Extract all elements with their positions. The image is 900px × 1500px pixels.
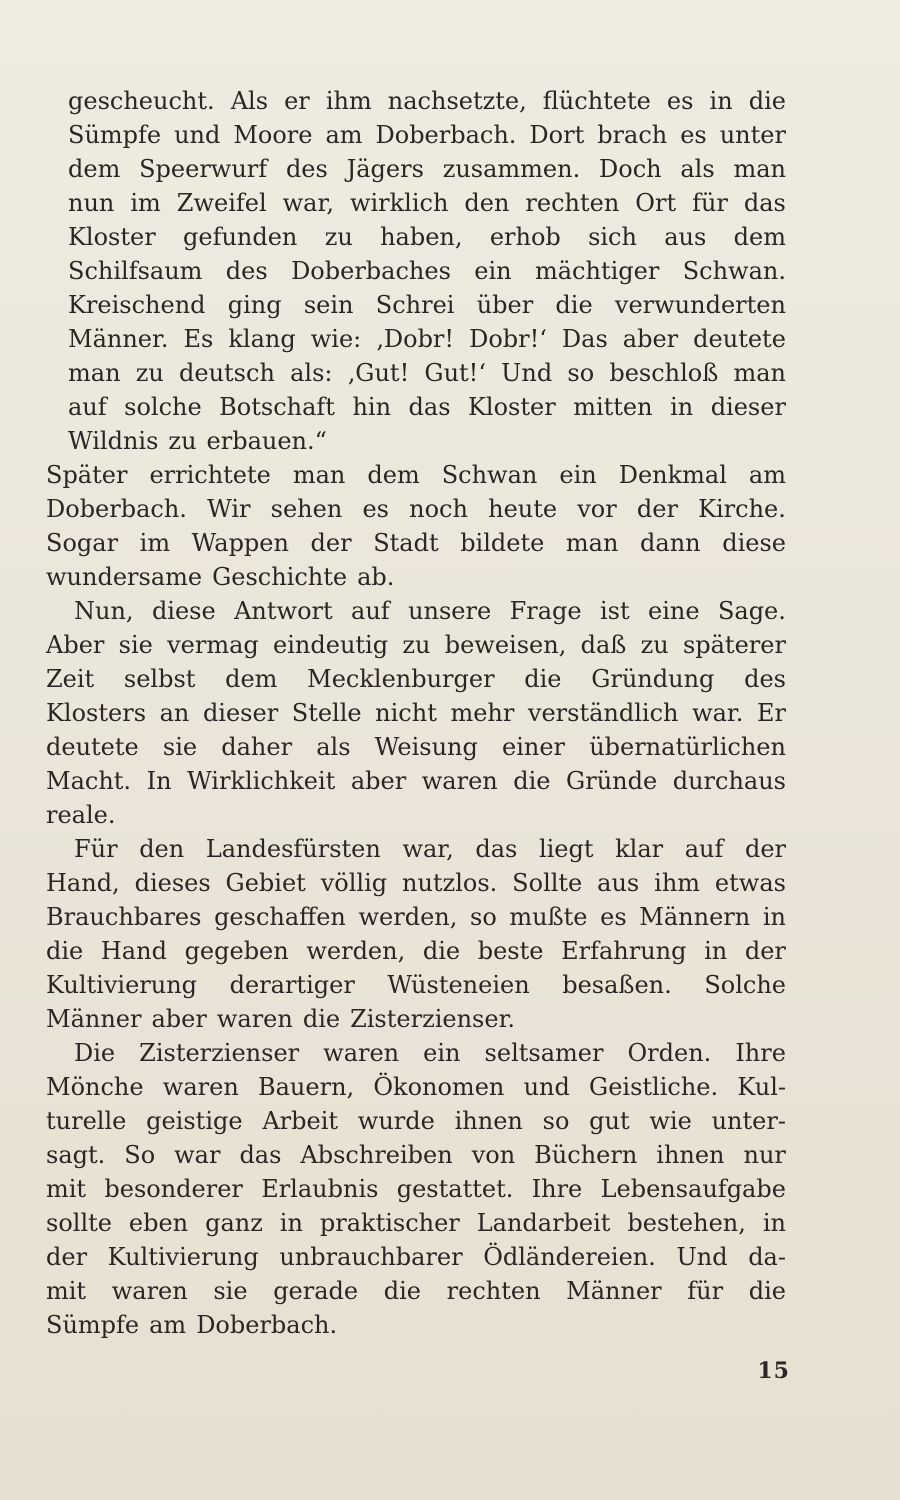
- paragraph: [46, 1036, 786, 1342]
- text-line: Für den Landesfürsten war, das liegt klar auf der: [74, 835, 786, 863]
- text-line: die Hand gegeben werden, die beste Erfahrung in der: [46, 937, 786, 965]
- paragraph: [46, 84, 786, 458]
- text-line: wundersame Geschichte ab.: [46, 563, 395, 591]
- text-line: Sümpfe und Moore am Doberbach. Dort brach es unter: [68, 121, 786, 149]
- text-line: Später errichtete man dem Schwan ein Denkmal am: [46, 461, 786, 489]
- text-line: Aber sie vermag eindeutig zu beweisen, daß zu späterer: [46, 631, 786, 659]
- text-line: Brauchbares geschaffen werden, so mußte es Männern in: [46, 903, 786, 931]
- text-line: auf solche Botschaft hin das Kloster mitten in dieser: [68, 393, 786, 421]
- text-line: Kloster gefunden zu haben, erhob sich aus dem: [68, 223, 786, 251]
- text-line: Zeit selbst dem Mecklenburger die Gründung des: [46, 665, 786, 693]
- body-text: [46, 84, 786, 1342]
- text-line: turelle geistige Arbeit wurde ihnen so gut wie unter-: [46, 1107, 786, 1135]
- text-line: Klosters an dieser Stelle nicht mehr verständlich war. Er: [46, 699, 786, 727]
- text-line: sagt. So war das Abschreiben von Büchern ihnen nur: [46, 1141, 786, 1169]
- paragraph: [46, 594, 786, 832]
- paragraph: [46, 458, 786, 594]
- text-line: sollte eben ganz in praktischer Landarbeit bestehen, in: [46, 1209, 786, 1237]
- text-line: Macht. In Wirklichkeit aber waren die Gründe durchaus: [46, 767, 786, 795]
- text-line: Sogar im Wappen der Stadt bildete man dann diese: [46, 529, 786, 557]
- text-line: Männer. Es klang wie: ‚Dobr! Dobr!‘ Das aber deutete: [68, 325, 786, 353]
- text-line: Mönche waren Bauern, Ökonomen und Geistliche. Kul-: [46, 1073, 786, 1101]
- paragraph: [46, 832, 786, 1036]
- text-line: gescheucht. Als er ihm nachsetzte, flüchtete es in die: [68, 87, 786, 115]
- text-line: Kultivierung derartiger Wüsteneien besaßen. Solche: [46, 971, 786, 999]
- text-line: mit waren sie gerade die rechten Männer für die: [46, 1277, 786, 1305]
- text-line: Die Zisterzienser waren ein seltsamer Orden. Ihre: [74, 1039, 786, 1067]
- text-line: Sümpfe am Doberbach.: [46, 1311, 338, 1339]
- text-line: Männer aber waren die Zisterzienser.: [46, 1005, 516, 1033]
- text-line: Nun, diese Antwort auf unsere Frage ist eine Sage.: [74, 597, 786, 625]
- page-number: 15: [757, 1358, 790, 1384]
- text-line: Wildnis zu erbauen.“: [68, 427, 327, 455]
- text-line: nun im Zweifel war, wirklich den rechten Ort für das: [68, 189, 786, 217]
- text-line: Hand, dieses Gebiet völlig nutzlos. Sollte aus ihm etwas: [46, 869, 786, 897]
- text-line: dem Speerwurf des Jägers zusammen. Doch als man: [68, 155, 786, 183]
- text-line: man zu deutsch als: ‚Gut! Gut!‘ Und so beschloß man: [68, 359, 786, 387]
- text-line: Doberbach. Wir sehen es noch heute vor der Kirche.: [46, 495, 786, 523]
- text-line: reale.: [46, 801, 116, 829]
- text-line: deutete sie daher als Weisung einer übernatürlichen: [46, 733, 786, 761]
- text-line: der Kultivierung unbrauchbarer Ödländereien. Und da-: [46, 1243, 786, 1271]
- text-line: Schilfsaum des Doberbaches ein mächtiger Schwan.: [68, 257, 786, 285]
- text-line: Kreischend ging sein Schrei über die verwunderten: [68, 291, 786, 319]
- text-line: mit besonderer Erlaubnis gestattet. Ihre Lebensaufgabe: [46, 1175, 786, 1203]
